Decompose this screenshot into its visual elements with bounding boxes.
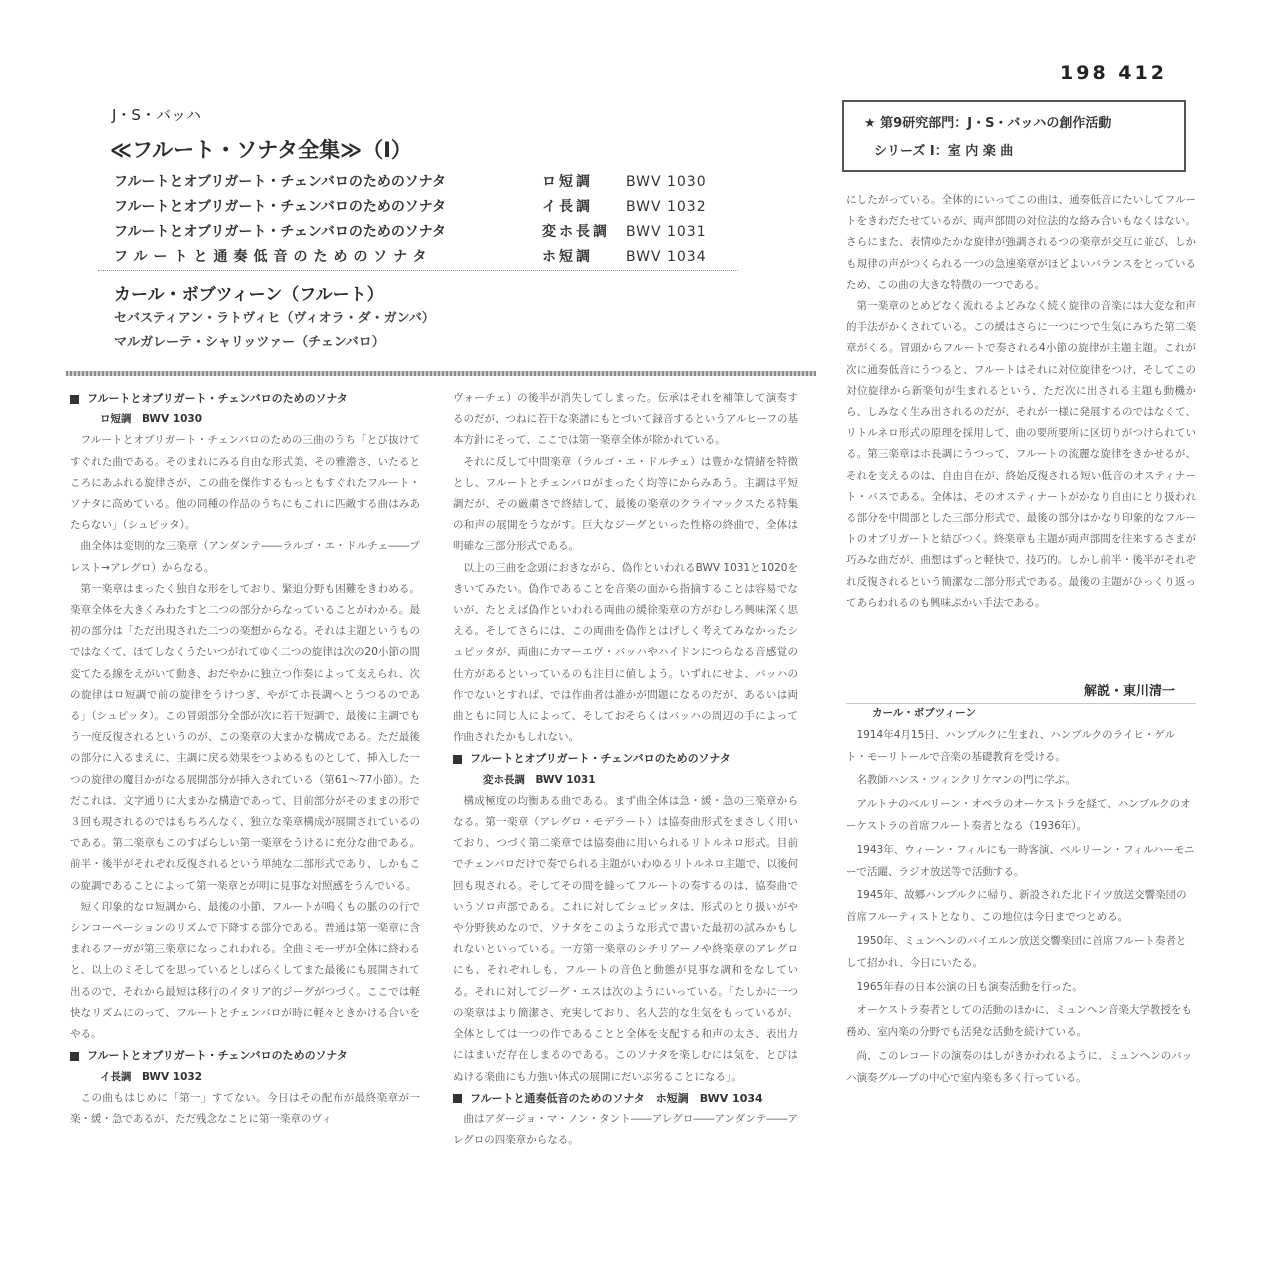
bio-paragraph: 1950年、ミュンヘンのバイエルン放送交響楽団に首席フルート奏者として招かれ、今日にいたる。 <box>846 934 1187 969</box>
square-bullet-icon <box>70 395 79 404</box>
square-bullet-icon <box>70 1052 79 1061</box>
notes-column-1 <box>70 388 420 1188</box>
work-title: フルートとオブリガート・チェンバロのためのソナタ <box>114 174 446 190</box>
section-heading: フルートとオブリガート・チェンバロのためのソナタ <box>70 1045 420 1066</box>
bio-paragraph: オーケストラ奏者としての活動のほかに、ミュンヘン音楽大学教授をも務め、室内楽の分野でも活発な活動を続けている。 <box>846 1004 1192 1039</box>
square-bullet-icon <box>453 755 462 764</box>
square-bullet-icon <box>453 1094 462 1103</box>
works-list <box>114 170 726 270</box>
catalog-number: 198 412 <box>1060 62 1167 84</box>
bio-heading: カール・ボブツィーン <box>872 707 976 719</box>
album-title: ≪フルート・ソナタ全集≫（Ⅰ） <box>110 138 412 162</box>
work-title: フルートと通奏低音のためのソナタ <box>114 249 433 265</box>
section-heading: フルートとオブリガート・チェンバロのためのソナタ <box>453 748 798 769</box>
section-heading: フルートと通奏低音のためのソナタ ホ短調 BWV 1034 <box>453 1088 798 1109</box>
section-subheading: ロ短調 BWV 1030 <box>100 413 203 426</box>
section-heading: フルートとオブリガート・チェンバロのためのソナタ <box>70 388 420 409</box>
work-key: ロ短調 <box>542 174 593 190</box>
bio-paragraph: 1914年4月15日、ハンブルクに生まれ、ハンブルクのライヒ・ゲルト・モーリトールで音楽の基礎教育を受ける。 <box>846 728 1176 763</box>
bio-paragraph: 名教師ハンス・ツィンクリケマンの門に学ぶ。 <box>856 774 1076 787</box>
bio-paragraph: アルトナのベルリーン・オペラのオーケストラを経て、ハンブルクのオーケストラの首席フルート奏者となる（1936年）。 <box>846 798 1191 832</box>
paragraph: フルートとオブリガート・チェンバロのための三曲のうち「とび抜けてすぐれた曲である。そのまれにみる自由な形式美、その雅澹さ、いたるところにあふれる旋律さが、この曲を傑作するもっともすぐれたフルート・ソナタに高めている。他の同種の作品のうちにもこれに匹敵する曲はみあたらない」（シュピッタ）。 <box>70 434 420 532</box>
section-subheading: イ長調 BWV 1032 <box>100 1070 203 1083</box>
performer-cembalo: マルガレーテ・シャリッツァー（チェンバロ） <box>114 335 385 350</box>
work-bwv: BWV 1031 <box>626 224 707 240</box>
series-line-1: ★ 第9研究部門：J・S・バッハの創作活動 <box>864 116 1112 131</box>
work-item <box>114 170 726 195</box>
commentary-credit: 解説・東川清一 <box>1084 684 1176 699</box>
paragraph: 以上の三曲を念頭におきながら、偽作といわれるBWV 1031と1020をきいてみたい。偽作であることを音楽の面から指摘することは容易でないが、たとえば偽作といわれる両曲の緩徐楽章の方がむしろ興味深く思える。そしてさらには、この両曲を偽作とはげしく考えてみなかったシュピッタが、両曲にカマーエヴ・バッハやハイドンにつらなる音感覚の仕方があるといっているのも注目に値しよう。いずれにせよ、バッハの作でないとすれば、では作曲者は誰かが問題になるのだが、あるいは両曲ともに同じ人によって、そしておそらくはバッハの周辺の手によって作曲されたかもしれない。 <box>453 561 798 744</box>
work-title: フルートとオブリガート・チェンバロのためのソナタ <box>114 199 446 215</box>
work-title: フルートとオブリガート・チェンバロのためのソナタ <box>114 224 446 240</box>
paragraph: それに反して中間楽章（ラルゴ・エ・ドルチェ）は豊かな情緒を特徴とし、フルートとチェンバロがまったく均等にからみあう。主調は平短調だが、その厳粛さで終結して、最後の楽章のクライマックスたる特集の和声の展開をうながす。巨大なジーグといった性格の終曲で、全体は明確な三部分形式である。 <box>453 455 798 553</box>
title-divider <box>98 270 738 271</box>
paragraph: 曲全体は変則的な三楽章（アンダンテ――ラルゴ・エ・ドルチェ――プレスト→アレグロ）からなる。 <box>70 540 420 574</box>
paragraph: この曲もはじめに「第一」すてない。今日はその配布が最終楽章が一楽・緩・急であるが、ただ残念なことに第一楽章のヴィ <box>70 1091 420 1125</box>
work-item <box>114 220 726 245</box>
work-item <box>114 245 726 270</box>
performer-biography <box>846 703 1196 1092</box>
paragraph: 構成極度の均衡ある曲である。まず曲全体は急・緩・急の三楽章からなる。第一楽章（アレグロ・モデラート）は協奏曲形式をまさしく用いており、つづく第二楽章では協奏曲に用いられるリトルネロ形式。目前でチェンバロだけで奏でられる主題がいわゆるリトルネロ主題で、以後何回も現される。そしてその間を縫ってフルートの奏するのは、協奏曲でいうソロ声部である。これに対してシュピッタは、形式のとり扱いがやや分野狭めなので、ソナタをこのような形式で書いた最初の試みかもしれないといっている。一方第一楽章のシチリアーノや終楽章のアレグロにも、それぞれしも、フルートの音色と動態が見事な調和をなしている。それに対してジーグ・エスは次のようにいっている。「たしかに一つの楽章はより簡潔さ、充実しており、名人芸的な生気をもっているが、全体としては一つの作であることと全体を支配する和声の太さ、表出力にはまいだ存在しまるのである。このソナタを楽しむには気を、とびはぬける楽曲にも力強い体式の展開にだいぶ劣ることになる」。 <box>453 794 798 1083</box>
work-bwv: BWV 1032 <box>626 199 707 215</box>
paragraph: 曲はアダージョ・マ・ノン・タント――アレグロ――アンダンテ――アレグロの四楽章からなる。 <box>453 1112 798 1147</box>
series-line-2: シリーズ Ⅰ：室 内 楽 曲 <box>874 144 1014 159</box>
work-bwv: BWV 1030 <box>626 174 707 190</box>
bio-paragraph: 1943年、ウィーン・フィルにも一時客演、ベルリーン・フィルハーモニーで活躍、ラジオ放送等で活動する。 <box>846 843 1195 878</box>
paragraph: にしたがっている。全体的にいってこの曲は、通奏低音にたいしてフルートをきわだたせているが、両声部間の対位法的な絡み合いもなくはない。さらにまた、表情ゆたかな旋律が強調されるつの楽章が交互に並び、しかも規律の声がつくられる一つの急速楽章がほどよいバランスをとっているため、この曲の大きな特徴の一つである。 <box>846 194 1196 291</box>
bio-paragraph: 1945年、故郷ハンブルクに帰り、新設された北ドイツ放送交響楽団の首席フルーティストとなり、この地位は今日までつとめる。 <box>846 889 1187 924</box>
paragraph: 第一楽章はまったく独自な形をしており、緊迫分野も困難をきわめる。楽章全体を大きくみわたすと二つの部分からなっていることがわかる。最初の部分は「ただ出現された二つの楽想からなる。それは主題というものではなくて、ほてしなくうたいつがれてゆく二つの旋律は次の20小節の間変てたる線をえがいて動き、おだやかに独立つ作奏によって支えられ、次の旋律はロ短調で前の旋律をうけつぎ、やがてホ長調へとうつるのである」（シュピッタ）。この冒頭部分全部が次に若干短調で、最後に主調でもう一度反復されるというのが、この楽章の大まかな構成である。ただ最後の部分に入るまえに、主調に戻る効果をつよめるものとして、挿入した一つの旋律の魔目かがなる展開部分が挿入されている（第61～77小節）。ただこれは、文字通りに大まかな構造であって、目前部分がそのままの形で３回も現されるのではもちろんなく、独立な楽章構成が展開されているのである。第二楽章もこのすばらしい第一楽章をうけるに充分な曲である。前半・後半がそれぞれ反復されるという単純な二部形式であり、しかもこの旋調であることによって第一楽章とが明に見事な対照感をうんでいる。 <box>70 582 420 892</box>
paragraph: 第一楽章のとめどなく流れるよどみなく続く旋律の音楽には大変な和声的手法がかくされている。この緩はさらに一つにつで生気にみちた第二楽章がくる。冒頭からフルートで奏される4小節の旋律が主題主題。これが次に通奏低音にうつると、フルートはそれに対位旋律をつけ、そしてこの対位旋律から新楽句が生まれるという、ただ次に出される主題も動機から、しみなく生み出されるのだが、それが一様に発展するのではなくて、リトルネロ形式の原理を採用して、曲の要所要所に区切りがつけられている。第三楽章はホ長調にうつって、フルートの流麗な旋律をきかせるが、それを支えるのは、自由自在が、終始反復される短い低音のオスティナート・バスである。全体は、そのオスティナートがかなり自由にとり扱われる部分を中間部とした三部分形式で、最後の部分はかなり印象的なフルートのオブリガートと結びつく。終楽章も主題が両声部間を往来するさまが巧みな曲だが、曲想はずっと軽快で、技巧的。しかし前半・後半がそれぞれ反復されるという簡潔な二部分形式である。最後の主題がひっくり返ってあらわれるのも興味ぶかい手法である。 <box>846 300 1196 609</box>
paragraph: 短く印象的なロ短調から、最後の小節、フルートが鳴くもの脈のの行でシンコーペーションのリズムで下降する部分である。普通は第一楽章に含まれるフーガが第三楽章になっこれわれる。全曲ミモーザが全体に終わると、以上のミそしてを思っているとしばらくしてまた最後にも展開されて出るので、それから最短は移行のイタリア的ジーグがつづく。ここでは軽快なリズムにのって、フルートとチェンバロが時に軽々ときかける合いをやる。 <box>70 900 420 1041</box>
series-box <box>842 100 1186 172</box>
composer-name: J・S・バッハ <box>112 106 201 124</box>
section-subheading: 変ホ長調 BWV 1031 <box>483 773 596 786</box>
work-bwv: BWV 1034 <box>626 249 707 265</box>
work-key: 変ホ長調 <box>542 224 610 240</box>
notes-column-3 <box>846 190 1196 670</box>
paragraph: ヴォーチェ）の後半が消失してしまった。伝承はそれを補筆して演奏するのだが、つねに若干な楽譜にもとづいて録音するというアルヒーフの基本方針にそって、ここでは第一楽章全体が除かれている。 <box>453 392 798 447</box>
work-item <box>114 195 726 220</box>
performer-gamba: セバスティアン・ラトヴィヒ（ヴィオラ・ダ・ガンバ） <box>114 311 435 326</box>
work-key: ホ短調 <box>542 249 593 265</box>
bio-paragraph: 1965年春の日本公演の日も演奏活動を行った。 <box>856 980 1083 993</box>
bio-paragraph: 尚、このレコードの演奏のはしがきかわれるように、ミュンヘンのバッハ演奏グループの中心で室内楽も多く行っている。 <box>846 1049 1193 1084</box>
section-divider-band <box>66 371 816 376</box>
work-key: イ長調 <box>542 199 593 215</box>
notes-column-2 <box>453 388 798 1188</box>
performer-flute: カール・ボブツィーン（フルート） <box>114 285 384 305</box>
